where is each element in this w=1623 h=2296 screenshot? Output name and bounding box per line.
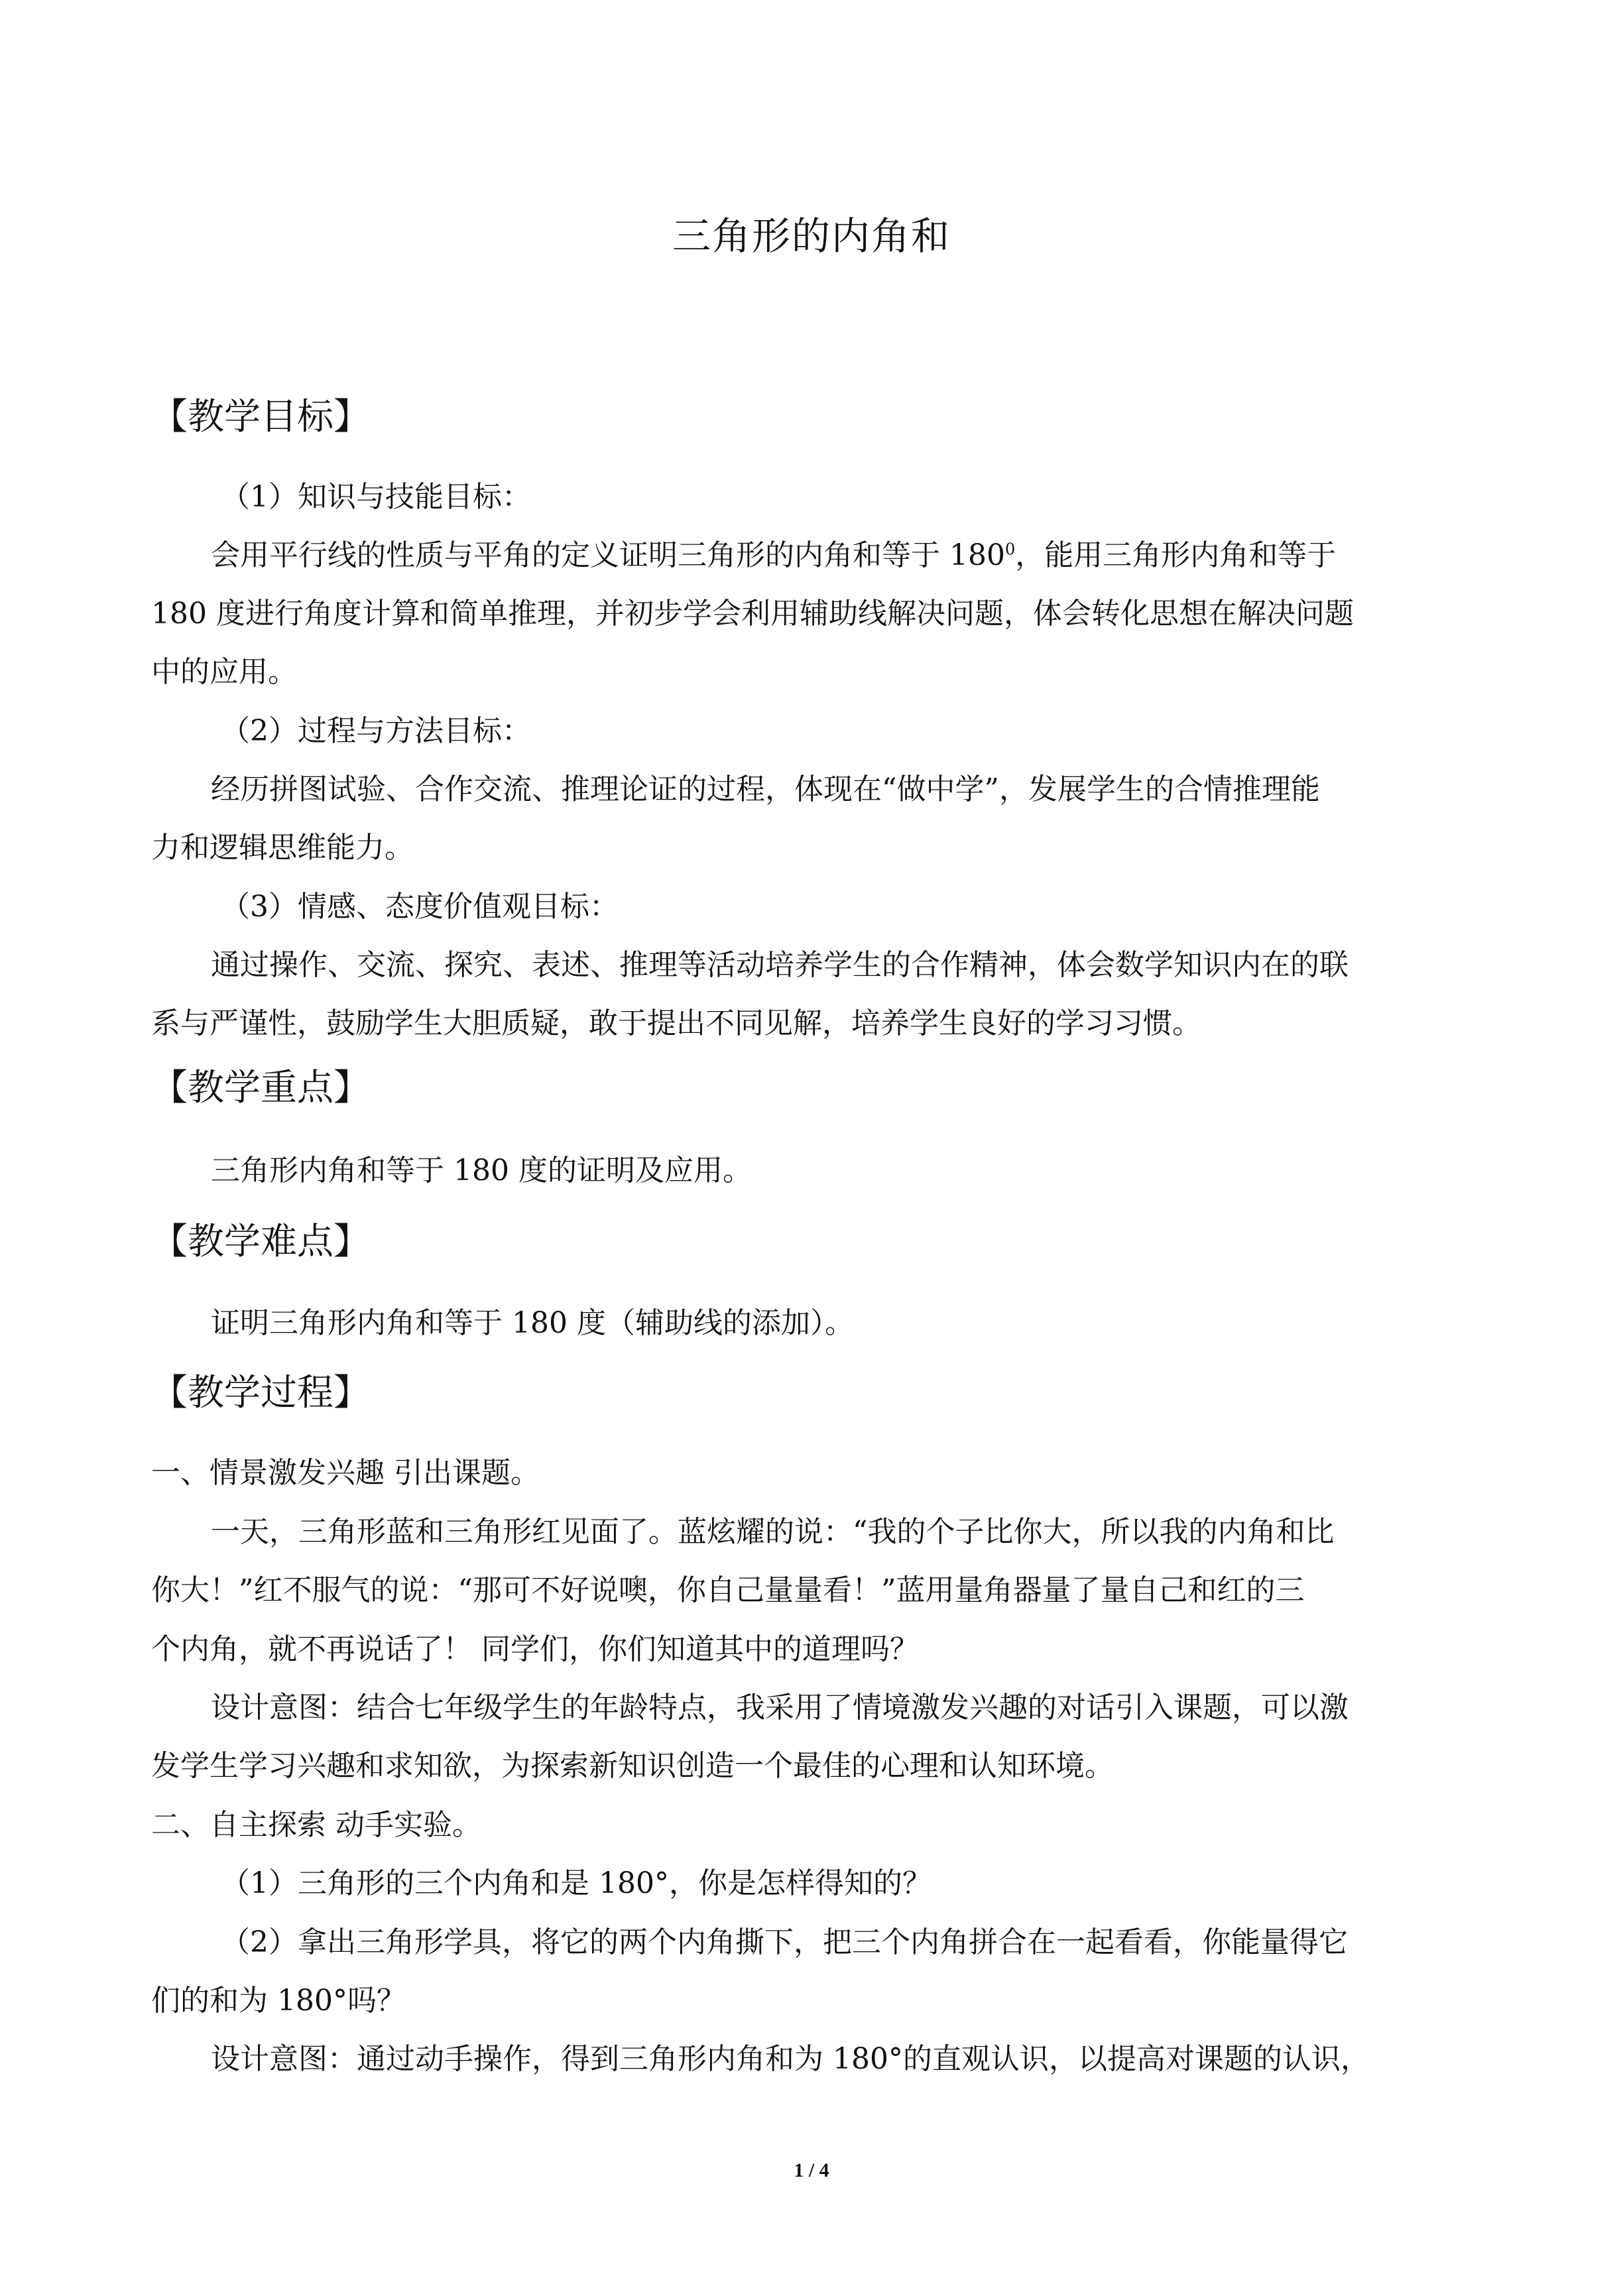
objective-3-label: （3）情感、态度价值观目标： <box>221 890 619 924</box>
process-part-2-design-1: 设计意图：通过动手操作，得到三角形内角和为 180°的直观认识，以提高对课题的认识， <box>211 2042 1370 2076</box>
section-heading-key-points: 【教学重点】 <box>151 1066 371 1109</box>
process-part-2-question-2-line-2: 们的和为 180°吗？ <box>151 1984 406 2018</box>
difficulties-line-1: 证明三角形内角和等于 180 度（辅助线的添加）。 <box>211 1306 854 1340</box>
objective-1-line-3: 中的应用。 <box>151 655 297 689</box>
section-heading-objectives: 【教学目标】 <box>151 395 371 438</box>
process-part-1-line-3: 个内角，就不再说话了！ 同学们，你们知道其中的道理吗？ <box>151 1632 919 1666</box>
page-number: 1 / 4 <box>794 2159 829 2181</box>
process-part-1-design-1: 设计意图：结合七年级学生的年龄特点，我采用了情境激发兴趣的对话引入课题，可以激 <box>211 1691 1349 1724</box>
objective-1-line-1-text-a: 会用平行线的性质与平角的定义证明三角形的内角和等于 180 <box>211 538 1005 572</box>
page-title: 三角形的内角和 <box>672 213 951 259</box>
objective-3-line-1: 通过操作、交流、探究、表述、推理等活动培养学生的合作精神，体会数学知识内在的联 <box>211 948 1349 982</box>
process-part-1-line-1: 一天，三角形蓝和三角形红见面了。蓝炫耀的说：“我的个子比你大，所以我的内角和比 <box>211 1515 1335 1549</box>
degree-superscript: 0 <box>1004 540 1016 559</box>
objective-1-line-2: 180 度进行角度计算和简单推理，并初步学会利用辅助线解决问题，体会转化思想在解决问题 <box>151 597 1354 631</box>
process-part-2-question-2-line-1: （2）拿出三角形学具，将它的两个内角撕下，把三个内角拼合在一起看看，你能量得它 <box>221 1925 1348 1959</box>
process-part-1-title: 一、情景激发兴趣 引出课题。 <box>151 1456 540 1490</box>
objective-2-line-1: 经历拼图试验、合作交流、推理论证的过程，体现在“做中学”，发展学生的合情推理能 <box>211 772 1320 806</box>
objective-1-line-1-text-b: ，能用三角形内角和等于 <box>1015 538 1337 572</box>
section-heading-difficulties: 【教学难点】 <box>151 1220 371 1262</box>
process-part-2-question-1: （1）三角形的三个内角和是 180°，你是怎样得知的？ <box>221 1866 932 1900</box>
process-part-1-line-2: 你大！”红不服气的说：“那可不好说噢，你自己量量看！”蓝用量角器量了量自己和红的三 <box>151 1573 1305 1607</box>
objective-2-label: （2）过程与方法目标： <box>221 714 531 748</box>
key-points-line-1: 三角形内角和等于 180 度的证明及应用。 <box>211 1154 752 1187</box>
section-heading-process: 【教学过程】 <box>151 1371 371 1414</box>
objective-2-line-2: 力和逻辑思维能力。 <box>151 831 414 865</box>
objective-1-label: （1）知识与技能目标： <box>221 480 531 514</box>
objective-3-line-2: 系与严谨性，鼓励学生大胆质疑，敢于提出不同见解，培养学生良好的学习习惯。 <box>151 1006 1201 1040</box>
objective-1-line-1 <box>211 534 1336 577</box>
process-part-2-title: 二、自主探索 动手实验。 <box>151 1808 481 1842</box>
process-part-1-design-2: 发学生学习兴趣和求知欲，为探索新知识创造一个最佳的心理和认知环境。 <box>151 1749 1114 1783</box>
